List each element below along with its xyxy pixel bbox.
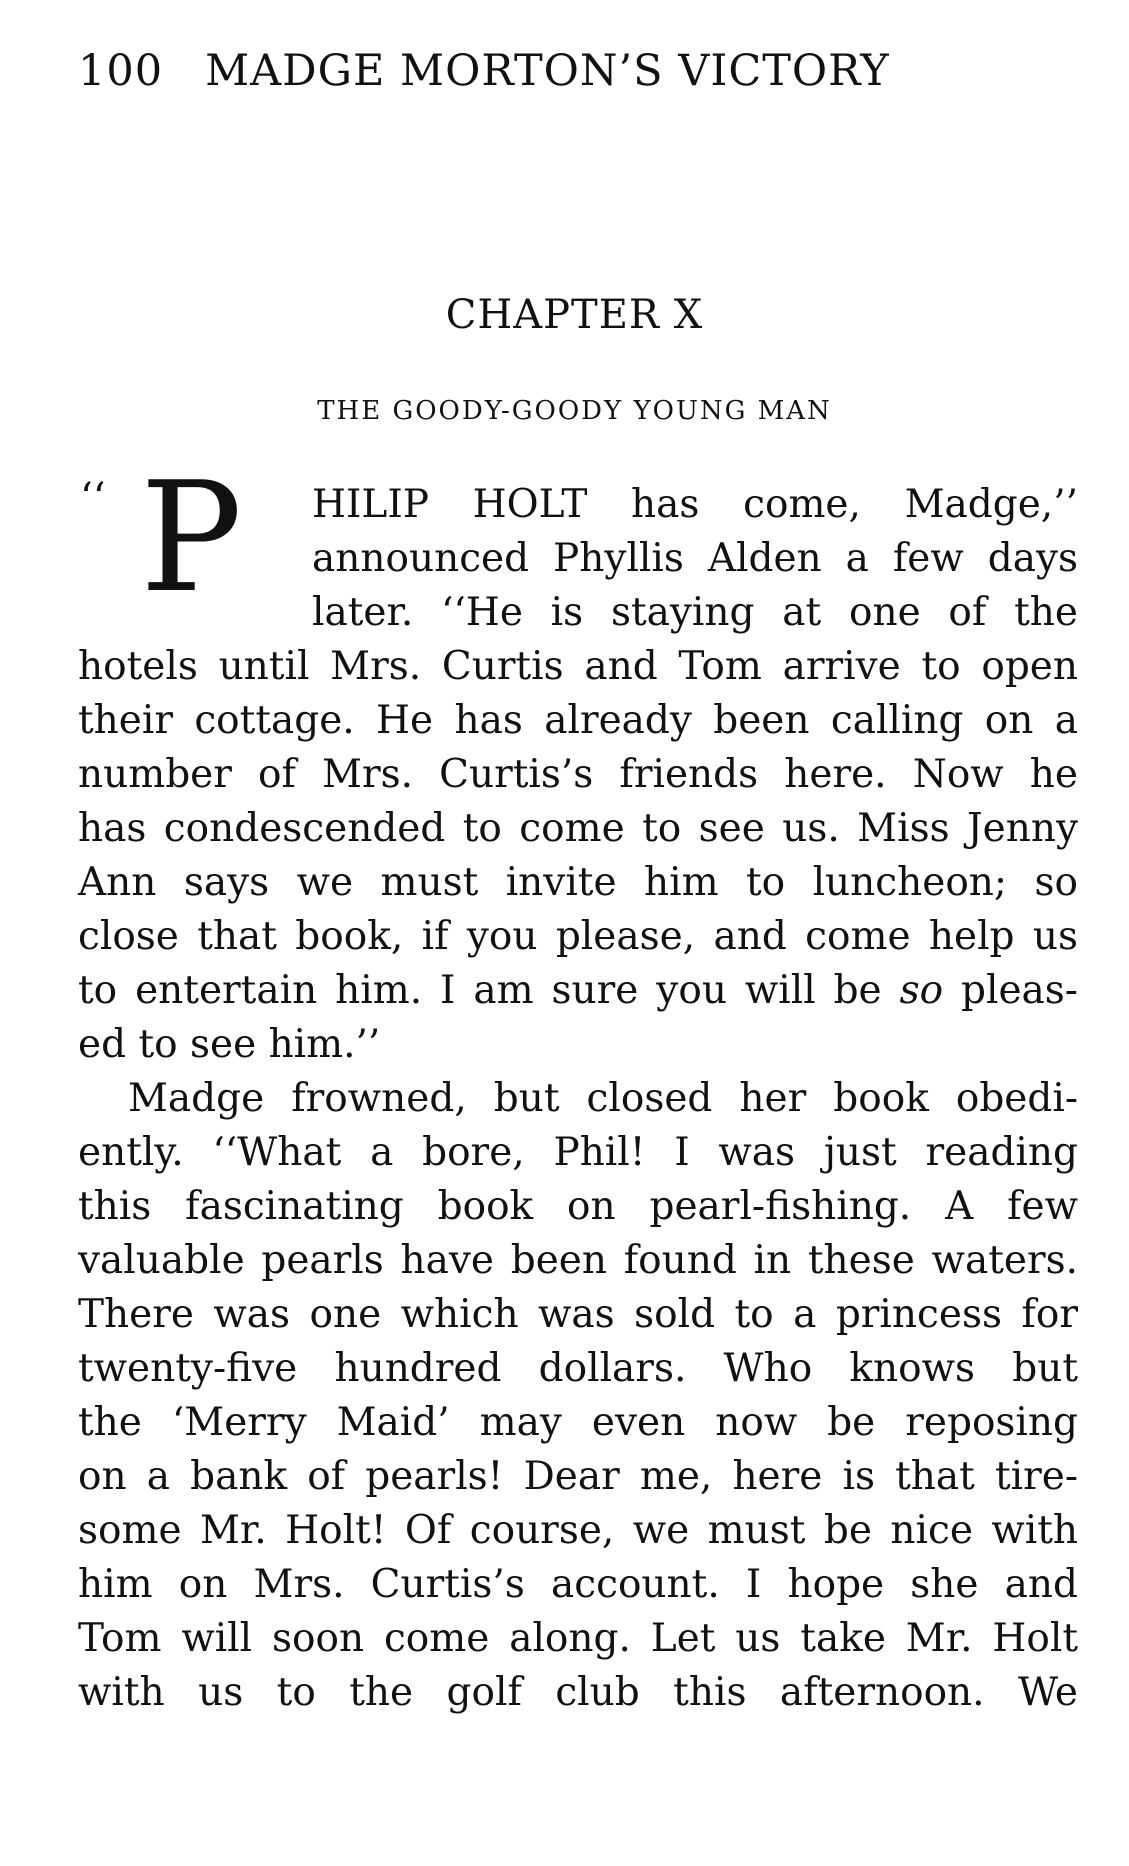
- italic-word: so: [899, 968, 944, 1013]
- text-segment: pleas-: [961, 968, 1078, 1013]
- text-line: There was one which was sold to a princess for: [78, 1292, 1078, 1337]
- text-line: this fascinating book on pearl-fishing. A few: [78, 1184, 1078, 1229]
- text-line: twenty-five hundred dollars. Who knows but: [78, 1346, 1078, 1391]
- text-line-with-italic: [78, 964, 1078, 1018]
- text-line: has condescended to come to see us. Miss Jenny: [78, 806, 1078, 851]
- page-number: 100: [78, 46, 164, 96]
- text-line: HILIP HOLT has come, Madge,’’: [312, 482, 1078, 527]
- text-line: ed to see him.’’: [78, 1022, 381, 1067]
- running-head: [78, 46, 890, 96]
- text-line: Ann says we must invite him to luncheon; so: [78, 860, 1078, 905]
- text-line: announced Phyllis Alden a few days: [312, 536, 1078, 581]
- text-line: him on Mrs. Curtis’s account. I hope she and: [78, 1562, 1078, 1607]
- text-line: with us to the golf club this afternoon. We: [78, 1670, 1078, 1715]
- text-line: number of Mrs. Curtis’s friends here. Now he: [78, 752, 1078, 797]
- text-line: some Mr. Holt! Of course, we must be nice with: [78, 1508, 1078, 1553]
- chapter-title: CHAPTER X: [445, 292, 704, 338]
- text-line: the ‘Merry Maid’ may even now be reposing: [78, 1400, 1078, 1445]
- text-line: ently. ‘‘What a bore, Phil! I was just reading: [78, 1130, 1078, 1175]
- text-line: Madge frowned, but closed her book obedi-: [128, 1076, 1078, 1121]
- text-segment: to entertain him. I am sure you will be: [78, 968, 882, 1013]
- text-line: Tom will soon come along. Let us take Mr. Holt: [78, 1616, 1078, 1661]
- text-line: their cottage. He has already been calling on a: [78, 698, 1078, 743]
- book-title: MADGE MORTON’S VICTORY: [205, 46, 890, 96]
- text-line: later. ‘‘He is staying at one of the: [312, 590, 1078, 635]
- chapter-subtitle: THE GOODY-GOODY YOUNG MAN: [317, 396, 832, 426]
- text-line: close that book, if you please, and come help us: [78, 914, 1078, 959]
- text-line: on a bank of pearls! Dear me, here is that tire-: [78, 1454, 1078, 1499]
- drop-cap: P: [140, 449, 243, 626]
- text-line: hotels until Mrs. Curtis and Tom arrive to open: [78, 644, 1078, 689]
- opening-quote-mark: ‘‘: [80, 475, 106, 521]
- text-line: valuable pearls have been found in these waters.: [78, 1238, 1078, 1283]
